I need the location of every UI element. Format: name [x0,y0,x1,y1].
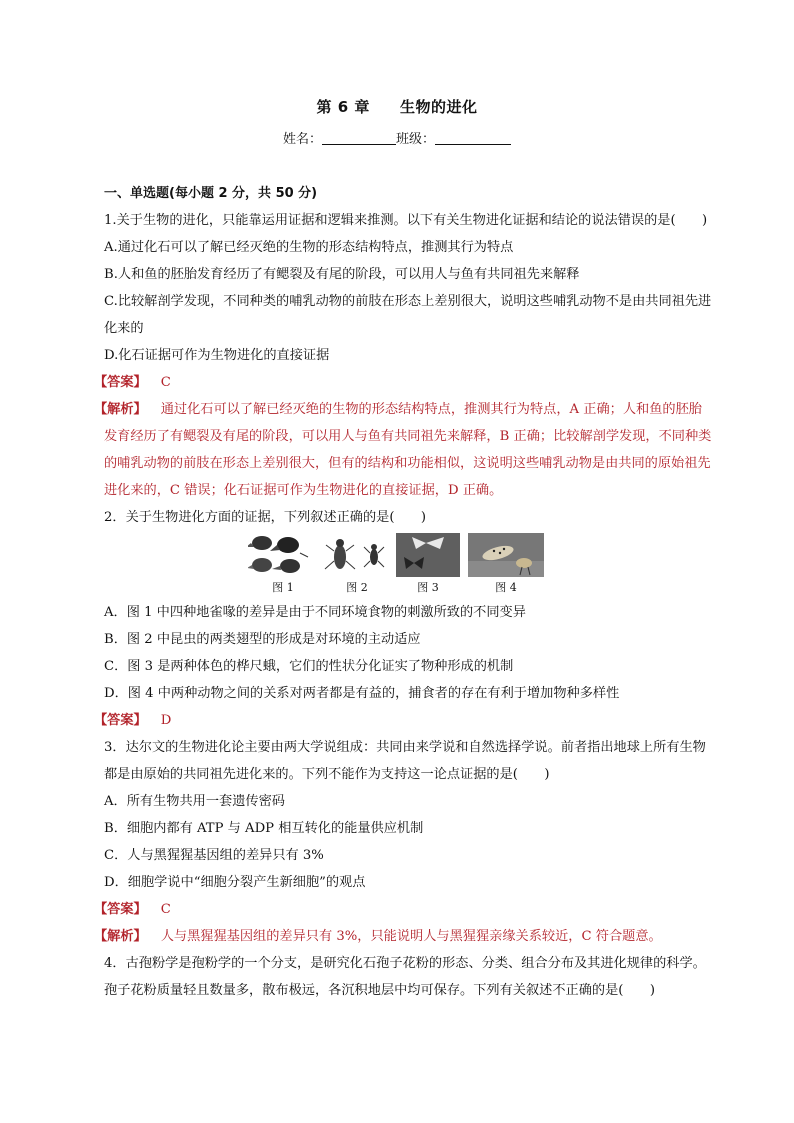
q3-option-a: A．所有生物共用一套遗传密码 [104,794,285,809]
q1-option-b: B.人和鱼的胚胎发育经历了有鳃裂及有尾的阶段，可以用人与鱼有共同祖先来解释 [104,267,580,282]
q1-analysis-line4: 进化来的，C 错误；化石证据可作为生物进化的直接证据，D 正确。 [104,483,503,498]
insect-wings-icon [322,533,392,577]
q4-stem: 4．古孢粉学是孢粉学的一个分支，是研究化石孢子花粉的形态、分类、组合分布及其进化规律的科学。 [104,956,706,971]
figure-3 [396,533,460,595]
answer-label: 【答案】 [94,902,147,917]
q1-analysis [94,396,724,423]
q2-option-a: A．图 1 中四种地雀喙的差异是由于不同环境食物的刺激所致的不同变异 [104,605,526,620]
figure-4 [468,533,544,595]
class-blank[interactable] [435,132,511,145]
answer-value: C [160,902,171,917]
q2-option-b: B．图 2 中昆虫的两类翅型的形成是对环境的主动适应 [104,632,421,647]
q1-option-c-cont: 化来的 [104,321,144,336]
figure-1 [248,533,318,595]
q4-stem-cont: 孢子花粉质量轻且数量多，散布极远，各沉积地层中均可保存。下列有关叙述不正确的是( ) [104,983,655,998]
q2-answer [94,707,724,734]
answer-label: 【答案】 [94,713,147,728]
figure-2 [322,533,392,595]
analysis-label: 【解析】 [94,402,147,417]
section-title: 一、单选题(每小题 2 分，共 50 分) [104,186,318,201]
q1-answer [94,369,724,396]
q3-option-b: B．细胞内都有 ATP 与 ADP 相互转化的能量供应机制 [104,821,424,836]
figure-4-caption: 图 4 [495,581,517,594]
q3-option-d: D．细胞学说中“细胞分裂产生新细胞”的观点 [104,875,366,890]
q2-figures [104,533,724,597]
q3-stem-cont: 都是由原始的共同祖先进化来的。下列不能作为支持这一论点证据的是( ) [104,767,550,782]
figure-3-caption: 图 3 [417,581,439,594]
chapter-number: 第 6 章 [316,98,370,116]
q3-analysis [94,923,724,950]
chapter-topic: 生物的进化 [399,98,478,116]
name-blank[interactable] [322,132,396,145]
figure-2-caption: 图 2 [346,581,368,594]
student-info-line [0,128,794,147]
q3-stem: 3．达尔文的生物进化论主要由两大学说组成：共同由来学说和自然选择学说。前者指出地球上所有生物 [104,740,706,755]
analysis-label: 【解析】 [94,929,147,944]
q1-stem: 1.关于生物的进化，只能靠运用证据和逻辑来推测。以下有关生物进化证据和结论的说法错误的是( ) [104,213,708,228]
analysis-text: 人与黑猩猩基因组的差异只有 3%，只能说明人与黑猩猩亲缘关系较近，C 符合题意。 [160,929,662,944]
answer-value: C [160,375,171,390]
q1-analysis-line3: 的哺乳动物的前肢在形态上差别很大，但有的结构和功能相似，这说明这些哺乳动物是由共同的原始祖先 [104,456,711,471]
answer-value: D [160,713,172,728]
figure-1-caption: 图 1 [272,581,294,594]
peppered-moth-icon [396,533,460,577]
q1-option-a: A.通过化石可以了解已经灭绝的生物的形态结构特点，推测其行为特点 [104,240,514,255]
q2-option-d: D．图 4 中两种动物之间的关系对两者都是有益的，捕食者的存在有利于增加物种多样性 [104,686,620,701]
answer-label: 【答案】 [94,375,147,390]
q3-option-c: C．人与黑猩猩基因组的差异只有 3% [104,848,324,863]
predator-prey-icon [468,533,544,577]
q2-option-c: C．图 3 是两种体色的桦尺蛾，它们的性状分化证实了物种形成的机制 [104,659,514,674]
q1-option-c: C.比较解剖学发现，不同种类的哺乳动物的前肢在形态上差别很大，说明这些哺乳动物不是由共同祖先进 [104,294,712,309]
name-label: 姓名： [282,132,322,147]
q3-answer [94,896,724,923]
question-content [94,180,724,1004]
finch-beaks-icon [248,533,318,577]
class-label: 班级： [396,132,436,147]
q1-option-d: D.化石证据可作为生物进化的直接证据 [104,348,330,363]
analysis-text: 通过化石可以了解已经灭绝的生物的形态结构特点，推测其行为特点，A 正确；人和鱼的胚胎 [160,402,702,417]
q1-analysis-line2: 发育经历了有鳃裂及有尾的阶段，可以用人与鱼有共同祖先来解释，B 正确；比较解剖学发现，不同种类 [104,429,712,444]
q2-stem: 2．关于生物进化方面的证据，下列叙述正确的是( ) [104,510,426,525]
page-title [0,96,794,117]
